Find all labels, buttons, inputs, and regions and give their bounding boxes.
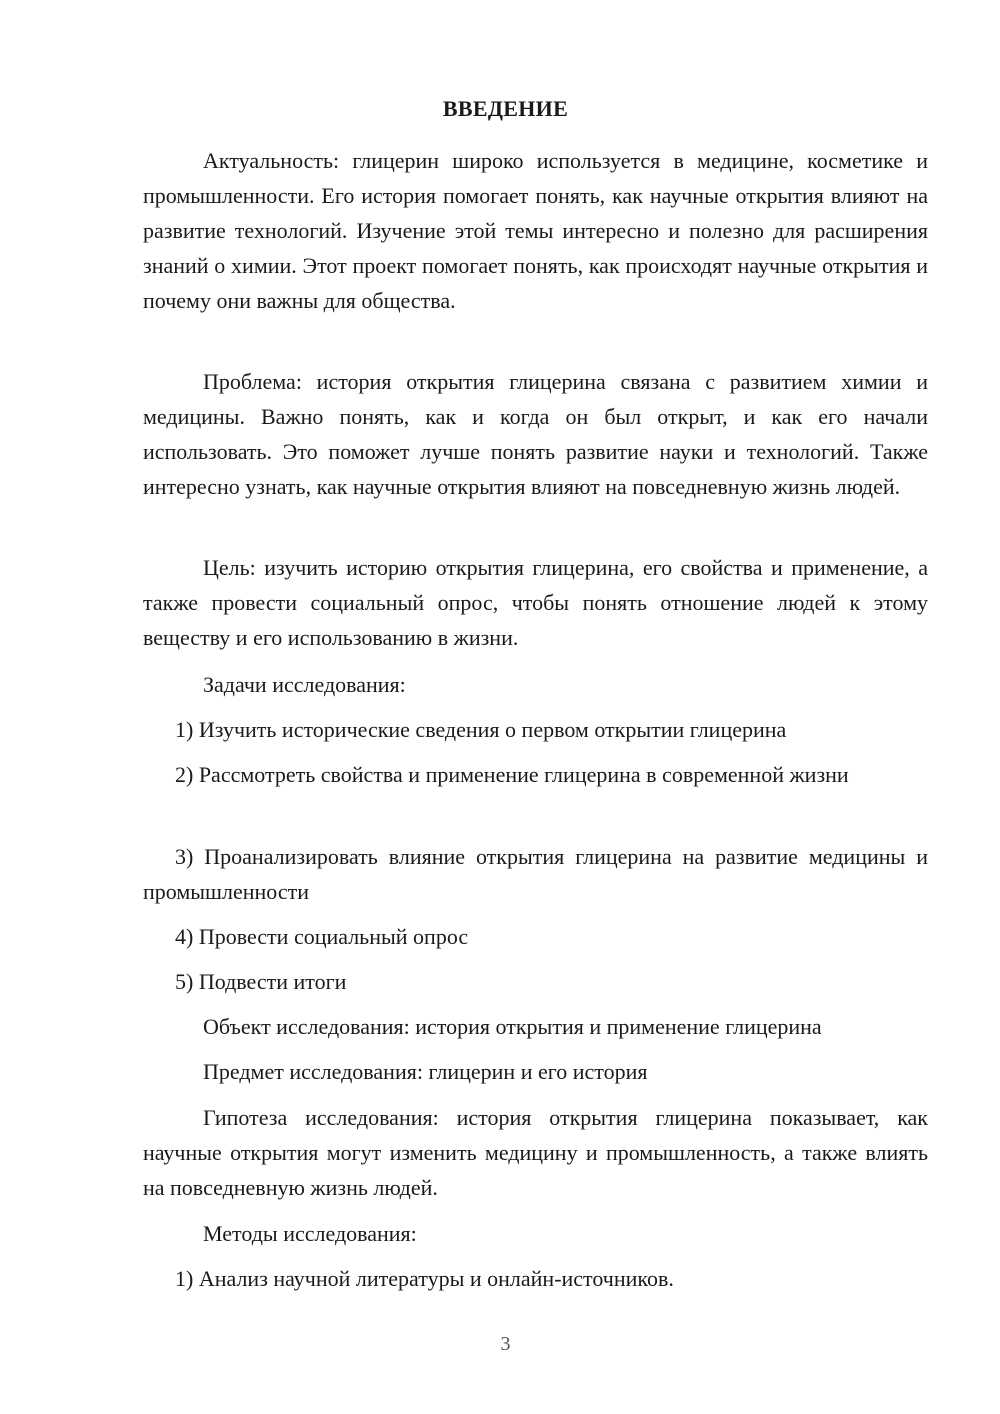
paragraph-problem: Проблема: история открытия глицерина связана с развитием химии и медицины. Важно понять, как и когда он был открыт, и как его начали использовать. Это поможет лучше понять развитие науки и технологий. Также интересно узнать, как научные открытия влияют на повседневную жизнь людей. [143,369,928,499]
task-item-4: 4) Провести социальный опрос [175,924,469,949]
task-item-2: 2) Рассмотреть свойства и применение глицерина в современной жизни [175,762,849,787]
methods-title: Методы исследования: [203,1221,417,1246]
tasks-title: Задачи исследования: [203,672,406,697]
page-number: 3 [500,1333,511,1355]
paragraph-hypothesis: Гипотеза исследования: история открытия глицерина показывает, как научные открытия могут изменить медицину и промышленность, а также влиять на повседневную жизнь людей. [143,1105,928,1200]
section-heading: ВВЕДЕНИЕ [442,96,569,121]
task-item-5: 5) Подвести итоги [175,969,347,994]
paragraph-object: Объект исследования: история открытия и применение глицерина [203,1014,822,1039]
paragraph-relevance: Актуальность: глицерин широко используется в медицине, косметике и промышленности. Его история помогает понять, как научные открытия влияют на развитие технологий. Изучение этой темы интересно и полезно для расширения знаний о химии. Этот проект помогает понять, как происходят научные открытия и почему они важны для общества. [143,148,928,313]
paragraph-goal: Цель: изучить историю открытия глицерина, его свойства и применение, а также провести социальный опрос, чтобы понять отношение людей к этому веществу и его использованию в жизни. [143,555,928,650]
task-item-1: 1) Изучить исторические сведения о первом открытии глицерина [175,717,787,742]
document-page [143,0,928,1414]
method-item-1: 1) Анализ научной литературы и онлайн-источников. [175,1266,674,1291]
paragraph-subject: Предмет исследования: глицерин и его история [203,1059,648,1084]
task-item-3: 3) Проанализировать влияние открытия глицерина на развитие медицины и промышленности [143,844,928,904]
